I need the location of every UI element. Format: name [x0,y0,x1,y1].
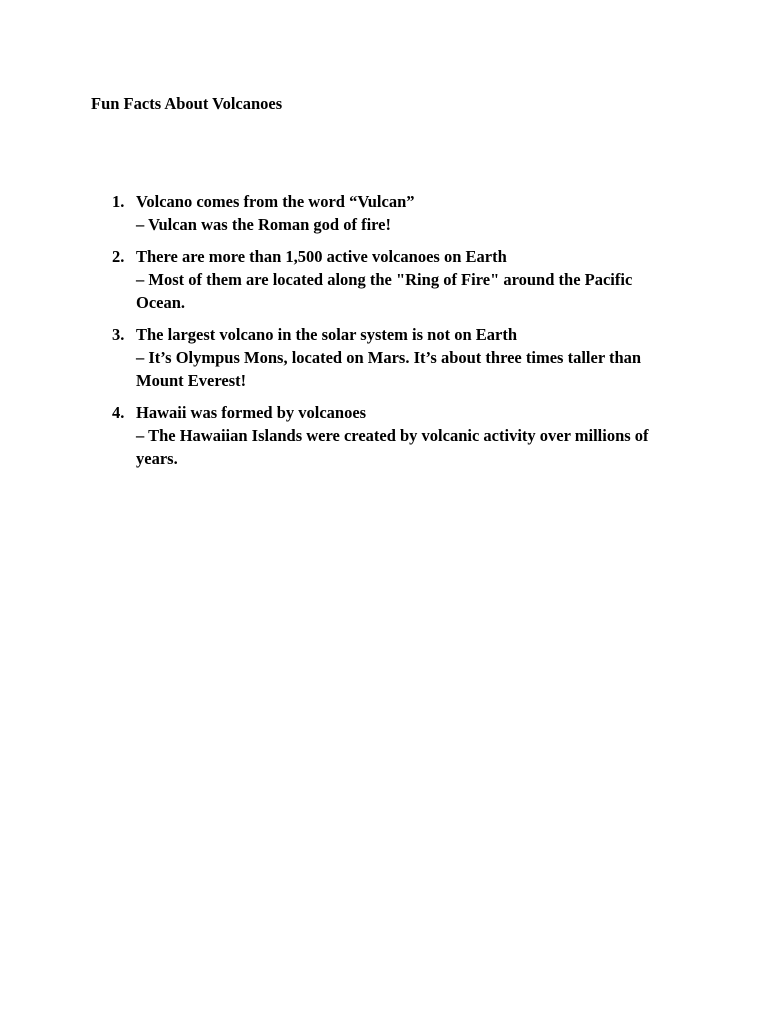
fact-detail: – It’s Olympus Mons, located on Mars. It’s about three times taller than Mount Everest! [136,348,642,390]
page-title: Fun Facts About Volcanoes [91,94,283,113]
facts-list [0,190,768,479]
fact-detail: – Vulcan was the Roman god of fire! [136,215,392,234]
list-item [0,323,768,392]
list-item [0,190,768,236]
fact-headline: Volcano comes from the word “Vulcan” [136,192,415,211]
fact-detail: – Most of them are located along the "Ring of Fire" around the Pacific Ocean. [136,270,633,312]
list-item [0,401,768,470]
list-item-number: 1. [112,192,125,211]
fact-headline: Hawaii was formed by volcanoes [136,403,367,422]
list-item-number: 3. [112,325,125,344]
list-item-number: 4. [112,403,125,422]
fact-headline: The largest volcano in the solar system is not on Earth [136,325,518,344]
fact-detail: – The Hawaiian Islands were created by volcanic activity over millions of years. [136,426,649,468]
fact-headline: There are more than 1,500 active volcanoes on Earth [136,247,507,266]
list-item-number: 2. [112,247,125,266]
list-item [0,245,768,314]
